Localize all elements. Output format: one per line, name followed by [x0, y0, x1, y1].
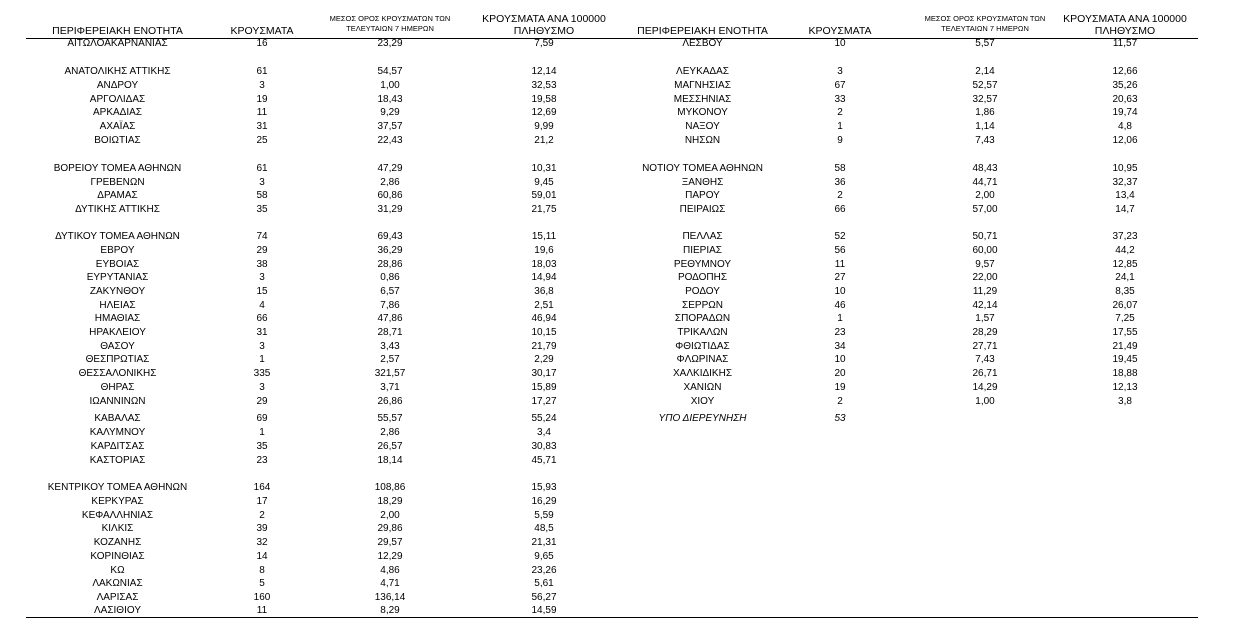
- cell-region: ΔΡΑΜΑΣ: [97, 190, 138, 201]
- cell-region: ΠΑΡΟΥ: [685, 190, 720, 201]
- cell-per100k: 14,94: [531, 272, 557, 283]
- cell-avg7: 2,14: [975, 66, 995, 77]
- cell-avg7: 26,86: [377, 396, 403, 407]
- cell-region: ΠΕΛΛΑΣ: [682, 231, 723, 242]
- cell-avg7: 6,57: [380, 286, 400, 297]
- cell-region: ΝΑΞΟΥ: [685, 121, 720, 132]
- cell-avg7: 7,86: [380, 300, 400, 311]
- cell-region: ΛΕΥΚΑΔΑΣ: [676, 66, 729, 77]
- cell-avg7: 1,86: [975, 107, 995, 118]
- under-investigation-cases: 53: [834, 413, 846, 424]
- cell-per100k: 30,83: [531, 441, 557, 452]
- cell-region: ΙΩΑΝΝΙΝΩΝ: [89, 396, 146, 407]
- cell-per100k: 12,14: [531, 66, 557, 77]
- cell-cases: 3: [259, 80, 265, 91]
- cell-per100k: 5,61: [534, 578, 554, 589]
- cell-cases: 3: [259, 177, 265, 188]
- cell-per100k: 12,85: [1112, 259, 1138, 270]
- cell-region: ΑΧΑΪΑΣ: [99, 121, 136, 132]
- cell-avg7: 54,57: [377, 66, 403, 77]
- cell-region: ΠΙΕΡΙΑΣ: [683, 245, 722, 256]
- cell-per100k: 5,59: [534, 510, 554, 521]
- cell-per100k: 19,6: [534, 245, 554, 256]
- cell-avg7: 321,57: [374, 368, 406, 379]
- cell-region: ΚΟΡΙΝΘΙΑΣ: [90, 551, 145, 562]
- cell-cases: 61: [256, 163, 268, 174]
- cell-cases: 19: [834, 382, 846, 393]
- cell-cases: 31: [256, 121, 268, 132]
- cell-region: ΚΕΝΤΡΙΚΟΥ ΤΟΜΕΑ ΑΘΗΝΩΝ: [47, 482, 188, 493]
- cell-region: ΚΕΦΑΛΛΗΝΙΑΣ: [81, 510, 154, 521]
- cell-per100k: 21,79: [531, 341, 557, 352]
- cell-cases: 69: [256, 413, 268, 424]
- cell-cases: 8: [259, 565, 265, 576]
- cell-region: ΖΑΚΥΝΘΟΥ: [89, 286, 146, 297]
- cell-region: ΒΟΙΩΤΙΑΣ: [94, 135, 141, 146]
- cell-cases: 61: [256, 66, 268, 77]
- cell-avg7: 0,86: [380, 272, 400, 283]
- cell-avg7: 12,29: [377, 551, 403, 562]
- cell-region: ΛΑΡΙΣΑΣ: [96, 592, 139, 603]
- cell-region: ΧΙΟΥ: [690, 396, 715, 407]
- cell-cases: 10: [834, 38, 846, 49]
- cell-region: ΝΟΤΙΟΥ ΤΟΜΕΑ ΑΘΗΝΩΝ: [642, 163, 763, 174]
- cell-avg7: 2,00: [380, 510, 400, 521]
- header-cases-right: ΚΡΟΥΣΜΑΤΑ: [808, 25, 872, 37]
- cell-avg7: 28,86: [377, 259, 403, 270]
- cell-cases: 3: [837, 66, 843, 77]
- cell-per100k: 37,23: [1112, 231, 1138, 242]
- cell-avg7: 37,57: [377, 121, 403, 132]
- cell-per100k: 7,25: [1115, 313, 1135, 324]
- cell-cases: 2: [259, 510, 265, 521]
- cell-avg7: 4,71: [380, 578, 400, 589]
- cell-per100k: 12,66: [1112, 66, 1138, 77]
- cell-per100k: 16,29: [531, 496, 557, 507]
- cell-avg7: 26,71: [972, 368, 998, 379]
- cell-region: ΝΗΣΩΝ: [684, 135, 721, 146]
- cell-region: ΚΑΛΥΜΝΟΥ: [89, 427, 146, 438]
- cell-cases: 17: [256, 496, 268, 507]
- cell-per100k: 10,15: [531, 327, 557, 338]
- cell-per100k: 4,8: [1118, 121, 1132, 132]
- cell-region: ΓΡΕΒΕΝΩΝ: [90, 177, 145, 188]
- cell-per100k: 59,01: [531, 190, 557, 201]
- cell-per100k: 35,26: [1112, 80, 1138, 91]
- cell-avg7: 18,14: [377, 455, 403, 466]
- cell-per100k: 19,74: [1112, 107, 1138, 118]
- cell-per100k: 10,31: [531, 163, 557, 174]
- header-per100k-left-1: ΚΡΟΥΣΜΑΤΑ ΑΝΑ 100000: [482, 13, 606, 25]
- cell-avg7: 1,00: [975, 396, 995, 407]
- cell-avg7: 11,29: [972, 286, 998, 297]
- header-avg-right-2: ΤΕΛΕΥΤΑΙΩΝ 7 ΗΜΕΡΩΝ: [941, 24, 1029, 33]
- cell-region: ΑΝΔΡΟΥ: [96, 80, 139, 91]
- cell-region: ΡΟΔΟΥ: [685, 286, 720, 297]
- cell-region: ΗΡΑΚΛΕΙΟΥ: [89, 327, 146, 338]
- cell-avg7: 42,14: [972, 300, 998, 311]
- cell-cases: 32: [256, 537, 268, 548]
- cell-cases: 25: [256, 135, 268, 146]
- cell-per100k: 17,55: [1112, 327, 1138, 338]
- cell-region: ΗΛΕΙΑΣ: [99, 300, 136, 311]
- cell-avg7: 60,00: [972, 245, 998, 256]
- cell-per100k: 21,2: [534, 135, 554, 146]
- cell-cases: 3: [259, 382, 265, 393]
- cell-avg7: 22,43: [377, 135, 403, 146]
- cell-per100k: 44,2: [1115, 245, 1135, 256]
- cell-region: ΦΘΙΩΤΙΔΑΣ: [675, 341, 730, 352]
- cell-cases: 2: [837, 107, 843, 118]
- cell-per100k: 13,4: [1115, 190, 1135, 201]
- cell-cases: 23: [834, 327, 846, 338]
- cell-cases: 66: [834, 204, 846, 215]
- cell-cases: 52: [834, 231, 846, 242]
- header-avg-left-1: ΜΕΣΟΣ ΟΡΟΣ ΚΡΟΥΣΜΑΤΩΝ ΤΩΝ: [329, 14, 451, 23]
- cell-region: ΑΙΤΩΛΟΑΚΑΡΝΑΝΙΑΣ: [67, 38, 168, 49]
- cell-region: ΕΥΡΥΤΑΝΙΑΣ: [86, 272, 149, 283]
- cell-avg7: 36,29: [377, 245, 403, 256]
- cell-avg7: 9,57: [975, 259, 995, 270]
- cell-avg7: 26,57: [377, 441, 403, 452]
- cell-region: ΣΠΟΡΑΔΩΝ: [674, 313, 731, 324]
- cell-avg7: 23,29: [377, 38, 403, 49]
- cell-per100k: 2,51: [534, 300, 554, 311]
- cell-per100k: 21,31: [531, 537, 557, 548]
- cell-avg7: 3,71: [380, 382, 400, 393]
- cell-per100k: 20,63: [1112, 94, 1138, 105]
- header-cases-left: ΚΡΟΥΣΜΑΤΑ: [230, 25, 294, 37]
- cell-region: ΜΑΓΝΗΣΙΑΣ: [674, 80, 731, 91]
- cell-cases: 11: [834, 259, 846, 270]
- cell-cases: 36: [834, 177, 846, 188]
- cell-per100k: 32,37: [1112, 177, 1138, 188]
- cell-avg7: 2,86: [380, 177, 400, 188]
- cell-cases: 9: [837, 135, 843, 146]
- cell-per100k: 12,06: [1112, 135, 1138, 146]
- cell-per100k: 19,58: [531, 94, 557, 105]
- cell-avg7: 28,71: [377, 327, 403, 338]
- cell-per100k: 17,27: [531, 396, 557, 407]
- header-region-left: ΠΕΡΙΦΕΡΕΙΑΚΗ ΕΝΟΤΗΤΑ: [52, 25, 183, 37]
- cell-region: ΡΕΘΥΜΝΟΥ: [673, 259, 732, 270]
- cell-per100k: 23,26: [531, 565, 557, 576]
- cell-region: ΛΑΣΙΘΙΟΥ: [94, 605, 141, 616]
- cell-cases: 3: [259, 272, 265, 283]
- cell-region: ΛΕΣΒΟΥ: [682, 38, 723, 49]
- cell-avg7: 57,00: [972, 204, 998, 215]
- cell-cases: 27: [834, 272, 846, 283]
- cell-per100k: 56,27: [531, 592, 557, 603]
- cell-avg7: 32,57: [972, 94, 998, 105]
- cell-per100k: 55,24: [531, 413, 557, 424]
- cell-per100k: 12,13: [1112, 382, 1138, 393]
- cell-avg7: 48,43: [972, 163, 998, 174]
- cell-avg7: 18,29: [377, 496, 403, 507]
- cell-avg7: 1,00: [380, 80, 400, 91]
- cell-avg7: 1,57: [975, 313, 995, 324]
- cell-per100k: 9,99: [534, 121, 554, 132]
- cell-region: ΚΑΡΔΙΤΣΑΣ: [90, 441, 145, 452]
- cell-region: ΑΝΑΤΟΛΙΚΗΣ ΑΤΤΙΚΗΣ: [64, 66, 171, 77]
- cell-per100k: 2,29: [534, 354, 554, 365]
- cell-per100k: 11,57: [1112, 38, 1138, 49]
- cell-region: ΠΕΙΡΑΙΩΣ: [679, 204, 726, 215]
- cell-per100k: 32,53: [531, 80, 557, 91]
- cell-cases: 74: [256, 231, 268, 242]
- cell-per100k: 46,94: [531, 313, 557, 324]
- cell-region: ΘΑΣΟΥ: [100, 341, 135, 352]
- cell-cases: 19: [256, 94, 268, 105]
- cell-region: ΒΟΡΕΙΟΥ ΤΟΜΕΑ ΑΘΗΝΩΝ: [53, 163, 182, 174]
- cell-cases: 34: [834, 341, 846, 352]
- bottom-rule: [26, 617, 1198, 618]
- cell-per100k: 3,4: [537, 427, 551, 438]
- cell-region: ΚΕΡΚΥΡΑΣ: [91, 496, 144, 507]
- cell-region: ΛΑΚΩΝΙΑΣ: [92, 578, 143, 589]
- cell-cases: 23: [256, 455, 268, 466]
- cell-avg7: 50,71: [972, 231, 998, 242]
- cell-per100k: 45,71: [531, 455, 557, 466]
- cell-avg7: 18,43: [377, 94, 403, 105]
- cell-per100k: 15,89: [531, 382, 557, 393]
- cell-region: ΕΒΡΟΥ: [100, 245, 135, 256]
- cell-region: ΘΗΡΑΣ: [100, 382, 135, 393]
- cell-avg7: 1,14: [975, 121, 995, 132]
- cell-avg7: 108,86: [374, 482, 406, 493]
- cell-avg7: 3,43: [380, 341, 400, 352]
- cell-region: ΚΩ: [110, 565, 125, 576]
- cell-cases: 2: [837, 396, 843, 407]
- cell-region: ΚΟΖΑΝΗΣ: [93, 537, 142, 548]
- cell-per100k: 30,17: [531, 368, 557, 379]
- cell-avg7: 55,57: [377, 413, 403, 424]
- cell-region: ΞΑΝΘΗΣ: [681, 177, 724, 188]
- cell-avg7: 7,43: [975, 135, 995, 146]
- cell-cases: 66: [256, 313, 268, 324]
- cell-per100k: 7,59: [534, 38, 554, 49]
- header-avg-left-2: ΤΕΛΕΥΤΑΙΩΝ 7 ΗΜΕΡΩΝ: [346, 24, 434, 33]
- cell-cases: 11: [256, 107, 268, 118]
- cell-cases: 335: [253, 368, 271, 379]
- cell-per100k: 36,8: [534, 286, 554, 297]
- cell-cases: 2: [837, 190, 843, 201]
- cell-per100k: 15,11: [531, 231, 557, 242]
- cell-region: ΗΜΑΘΙΑΣ: [94, 313, 141, 324]
- cell-per100k: 18,88: [1112, 368, 1138, 379]
- cell-cases: 3: [259, 341, 265, 352]
- cell-cases: 160: [253, 592, 271, 603]
- cell-region: ΚΙΛΚΙΣ: [101, 523, 134, 534]
- cell-region: ΘΕΣΣΑΛΟΝΙΚΗΣ: [78, 368, 157, 379]
- cell-per100k: 18,03: [531, 259, 557, 270]
- cell-per100k: 48,5: [534, 523, 554, 534]
- cell-avg7: 47,29: [377, 163, 403, 174]
- cell-avg7: 2,00: [975, 190, 995, 201]
- cell-per100k: 14,59: [531, 605, 557, 616]
- cell-per100k: 9,45: [534, 177, 554, 188]
- cell-region: ΘΕΣΠΡΩΤΙΑΣ: [85, 354, 150, 365]
- cell-cases: 67: [834, 80, 846, 91]
- cell-avg7: 27,71: [972, 341, 998, 352]
- cell-avg7: 52,57: [972, 80, 998, 91]
- cell-cases: 20: [834, 368, 846, 379]
- cell-region: ΜΥΚΟΝΟΥ: [677, 107, 728, 118]
- cell-cases: 33: [834, 94, 846, 105]
- cell-region: ΜΕΣΣΗΝΙΑΣ: [673, 94, 732, 105]
- cell-per100k: 14,7: [1115, 204, 1135, 215]
- cell-cases: 164: [253, 482, 271, 493]
- cell-avg7: 28,29: [972, 327, 998, 338]
- cell-avg7: 5,57: [975, 38, 995, 49]
- cell-avg7: 9,29: [380, 107, 400, 118]
- under-investigation-label: ΥΠΟ ΔΙΕΡΕΥΝΗΣΗ: [658, 413, 747, 424]
- cell-cases: 16: [256, 38, 268, 49]
- cell-avg7: 31,29: [377, 204, 403, 215]
- cell-cases: 39: [256, 523, 268, 534]
- cell-per100k: 10,95: [1112, 163, 1138, 174]
- cell-region: ΧΑΝΙΩΝ: [683, 382, 722, 393]
- cell-per100k: 8,35: [1115, 286, 1135, 297]
- cell-cases: 46: [834, 300, 846, 311]
- cell-avg7: 47,86: [377, 313, 403, 324]
- cell-per100k: 12,69: [531, 107, 557, 118]
- header-per100k-left-2: ΠΛΗΘΥΣΜΟ: [513, 25, 575, 37]
- cell-avg7: 29,57: [377, 537, 403, 548]
- cell-avg7: 44,71: [972, 177, 998, 188]
- cell-per100k: 3,8: [1118, 396, 1132, 407]
- cell-avg7: 69,43: [377, 231, 403, 242]
- cell-region: ΣΕΡΡΩΝ: [682, 300, 723, 311]
- cell-per100k: 24,1: [1115, 272, 1135, 283]
- header-region-right: ΠΕΡΙΦΕΡΕΙΑΚΗ ΕΝΟΤΗΤΑ: [637, 25, 768, 37]
- cell-region: ΧΑΛΚΙΔΙΚΗΣ: [673, 368, 732, 379]
- cell-avg7: 8,29: [380, 605, 400, 616]
- cell-cases: 56: [834, 245, 846, 256]
- header-per100k-right-1: ΚΡΟΥΣΜΑΤΑ ΑΝΑ 100000: [1063, 13, 1187, 25]
- cell-cases: 58: [256, 190, 268, 201]
- cell-region: ΔΥΤΙΚΟΥ ΤΟΜΕΑ ΑΘΗΝΩΝ: [55, 231, 180, 242]
- cell-cases: 38: [256, 259, 268, 270]
- cell-cases: 29: [256, 245, 268, 256]
- cell-region: ΑΡΚΑΔΙΑΣ: [93, 107, 142, 118]
- cell-avg7: 7,43: [975, 354, 995, 365]
- header-avg-right-1: ΜΕΣΟΣ ΟΡΟΣ ΚΡΟΥΣΜΑΤΩΝ ΤΩΝ: [924, 14, 1046, 23]
- cell-region: ΤΡΙΚΑΛΩΝ: [677, 327, 728, 338]
- cell-per100k: 21,75: [531, 204, 557, 215]
- cell-region: ΡΟΔΟΠΗΣ: [677, 272, 728, 283]
- cell-cases: 10: [834, 354, 846, 365]
- cell-avg7: 2,86: [380, 427, 400, 438]
- cell-cases: 1: [837, 121, 843, 132]
- cell-cases: 15: [256, 286, 268, 297]
- cell-avg7: 29,86: [377, 523, 403, 534]
- cell-region: ΑΡΓΟΛΙΔΑΣ: [89, 94, 146, 105]
- cell-region: ΕΥΒΟΙΑΣ: [95, 259, 140, 270]
- cell-cases: 35: [256, 204, 268, 215]
- cell-cases: 11: [256, 605, 268, 616]
- cell-avg7: 22,00: [972, 272, 998, 283]
- cell-region: ΚΑΣΤΟΡΙΑΣ: [89, 455, 146, 466]
- cell-avg7: 136,14: [374, 592, 406, 603]
- cell-per100k: 26,07: [1112, 300, 1138, 311]
- cell-avg7: 2,57: [380, 354, 400, 365]
- cell-avg7: 60,86: [377, 190, 403, 201]
- cell-per100k: 15,93: [531, 482, 557, 493]
- header-per100k-right-2: ΠΛΗΘΥΣΜΟ: [1094, 25, 1156, 37]
- cell-cases: 35: [256, 441, 268, 452]
- cell-cases: 1: [259, 354, 265, 365]
- cell-per100k: 9,65: [534, 551, 554, 562]
- cell-cases: 58: [834, 163, 846, 174]
- cell-cases: 1: [837, 313, 843, 324]
- cell-cases: 29: [256, 396, 268, 407]
- cell-avg7: 4,86: [380, 565, 400, 576]
- cell-region: ΦΛΩΡΙΝΑΣ: [676, 354, 729, 365]
- cell-region: ΚΑΒΑΛΑΣ: [94, 413, 141, 424]
- cell-cases: 5: [259, 578, 265, 589]
- cell-avg7: 14,29: [972, 382, 998, 393]
- cell-cases: 31: [256, 327, 268, 338]
- cell-cases: 10: [834, 286, 846, 297]
- cell-per100k: 19,45: [1112, 354, 1138, 365]
- cell-cases: 14: [256, 551, 268, 562]
- cell-cases: 1: [259, 427, 265, 438]
- cell-cases: 4: [259, 300, 265, 311]
- cell-per100k: 21,49: [1112, 341, 1138, 352]
- cell-region: ΔΥΤΙΚΗΣ ΑΤΤΙΚΗΣ: [75, 204, 160, 215]
